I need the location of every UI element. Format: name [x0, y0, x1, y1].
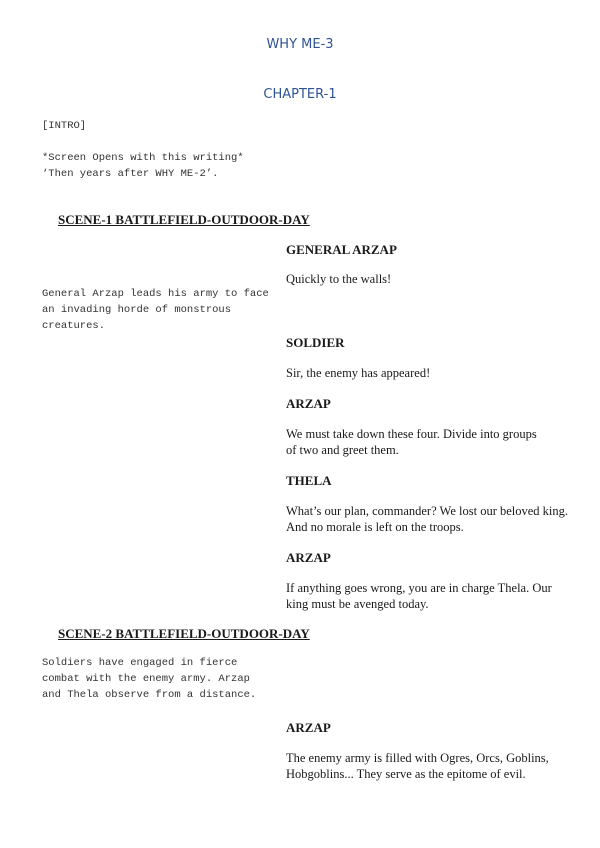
dialogue-line: If anything goes wrong, you are in charge Thela. Our king must be avenged today. — [286, 581, 552, 611]
chapter-heading: CHAPTER-1 — [263, 87, 337, 102]
scene-1-action: General Arzap leads his army to face an invading horde of monstrous creatures. — [42, 288, 269, 332]
document-title: WHY ME-3 — [266, 37, 334, 52]
intro-tag: [INTRO] — [42, 120, 87, 132]
character-name: SOLDIER — [286, 335, 345, 350]
character-name: GENERAL ARZAP — [286, 242, 397, 257]
dialogue-line: The enemy army is filled with Ogres, Orcs, Goblins, Hobgoblins... They serve as the epitome of evil. — [286, 751, 549, 781]
character-name: ARZAP — [286, 720, 331, 735]
character-name: ARZAP — [286, 396, 331, 411]
scene-1-heading: SCENE-1 BATTLEFIELD-OUTDOOR-DAY — [58, 212, 310, 227]
scene-2-heading: SCENE-2 BATTLEFIELD-OUTDOOR-DAY — [58, 626, 310, 641]
intro-text: *Screen Opens with this writing* ‘Then years after WHY ME-2’. — [42, 152, 244, 180]
character-name: ARZAP — [286, 550, 331, 565]
dialogue-line: Quickly to the walls! — [286, 272, 392, 286]
dialogue-line: We must take down these four. Divide into groups of two and greet them. — [286, 427, 537, 457]
dialogue-line: What’s our plan, commander? We lost our beloved king. And no morale is left on the troops. — [286, 504, 569, 534]
scene-2-action: Soldiers have engaged in fierce combat with the enemy army. Arzap and Thela observe from a distance. — [42, 657, 257, 701]
dialogue-line: Sir, the enemy has appeared! — [286, 366, 431, 380]
character-name: THELA — [286, 473, 332, 488]
